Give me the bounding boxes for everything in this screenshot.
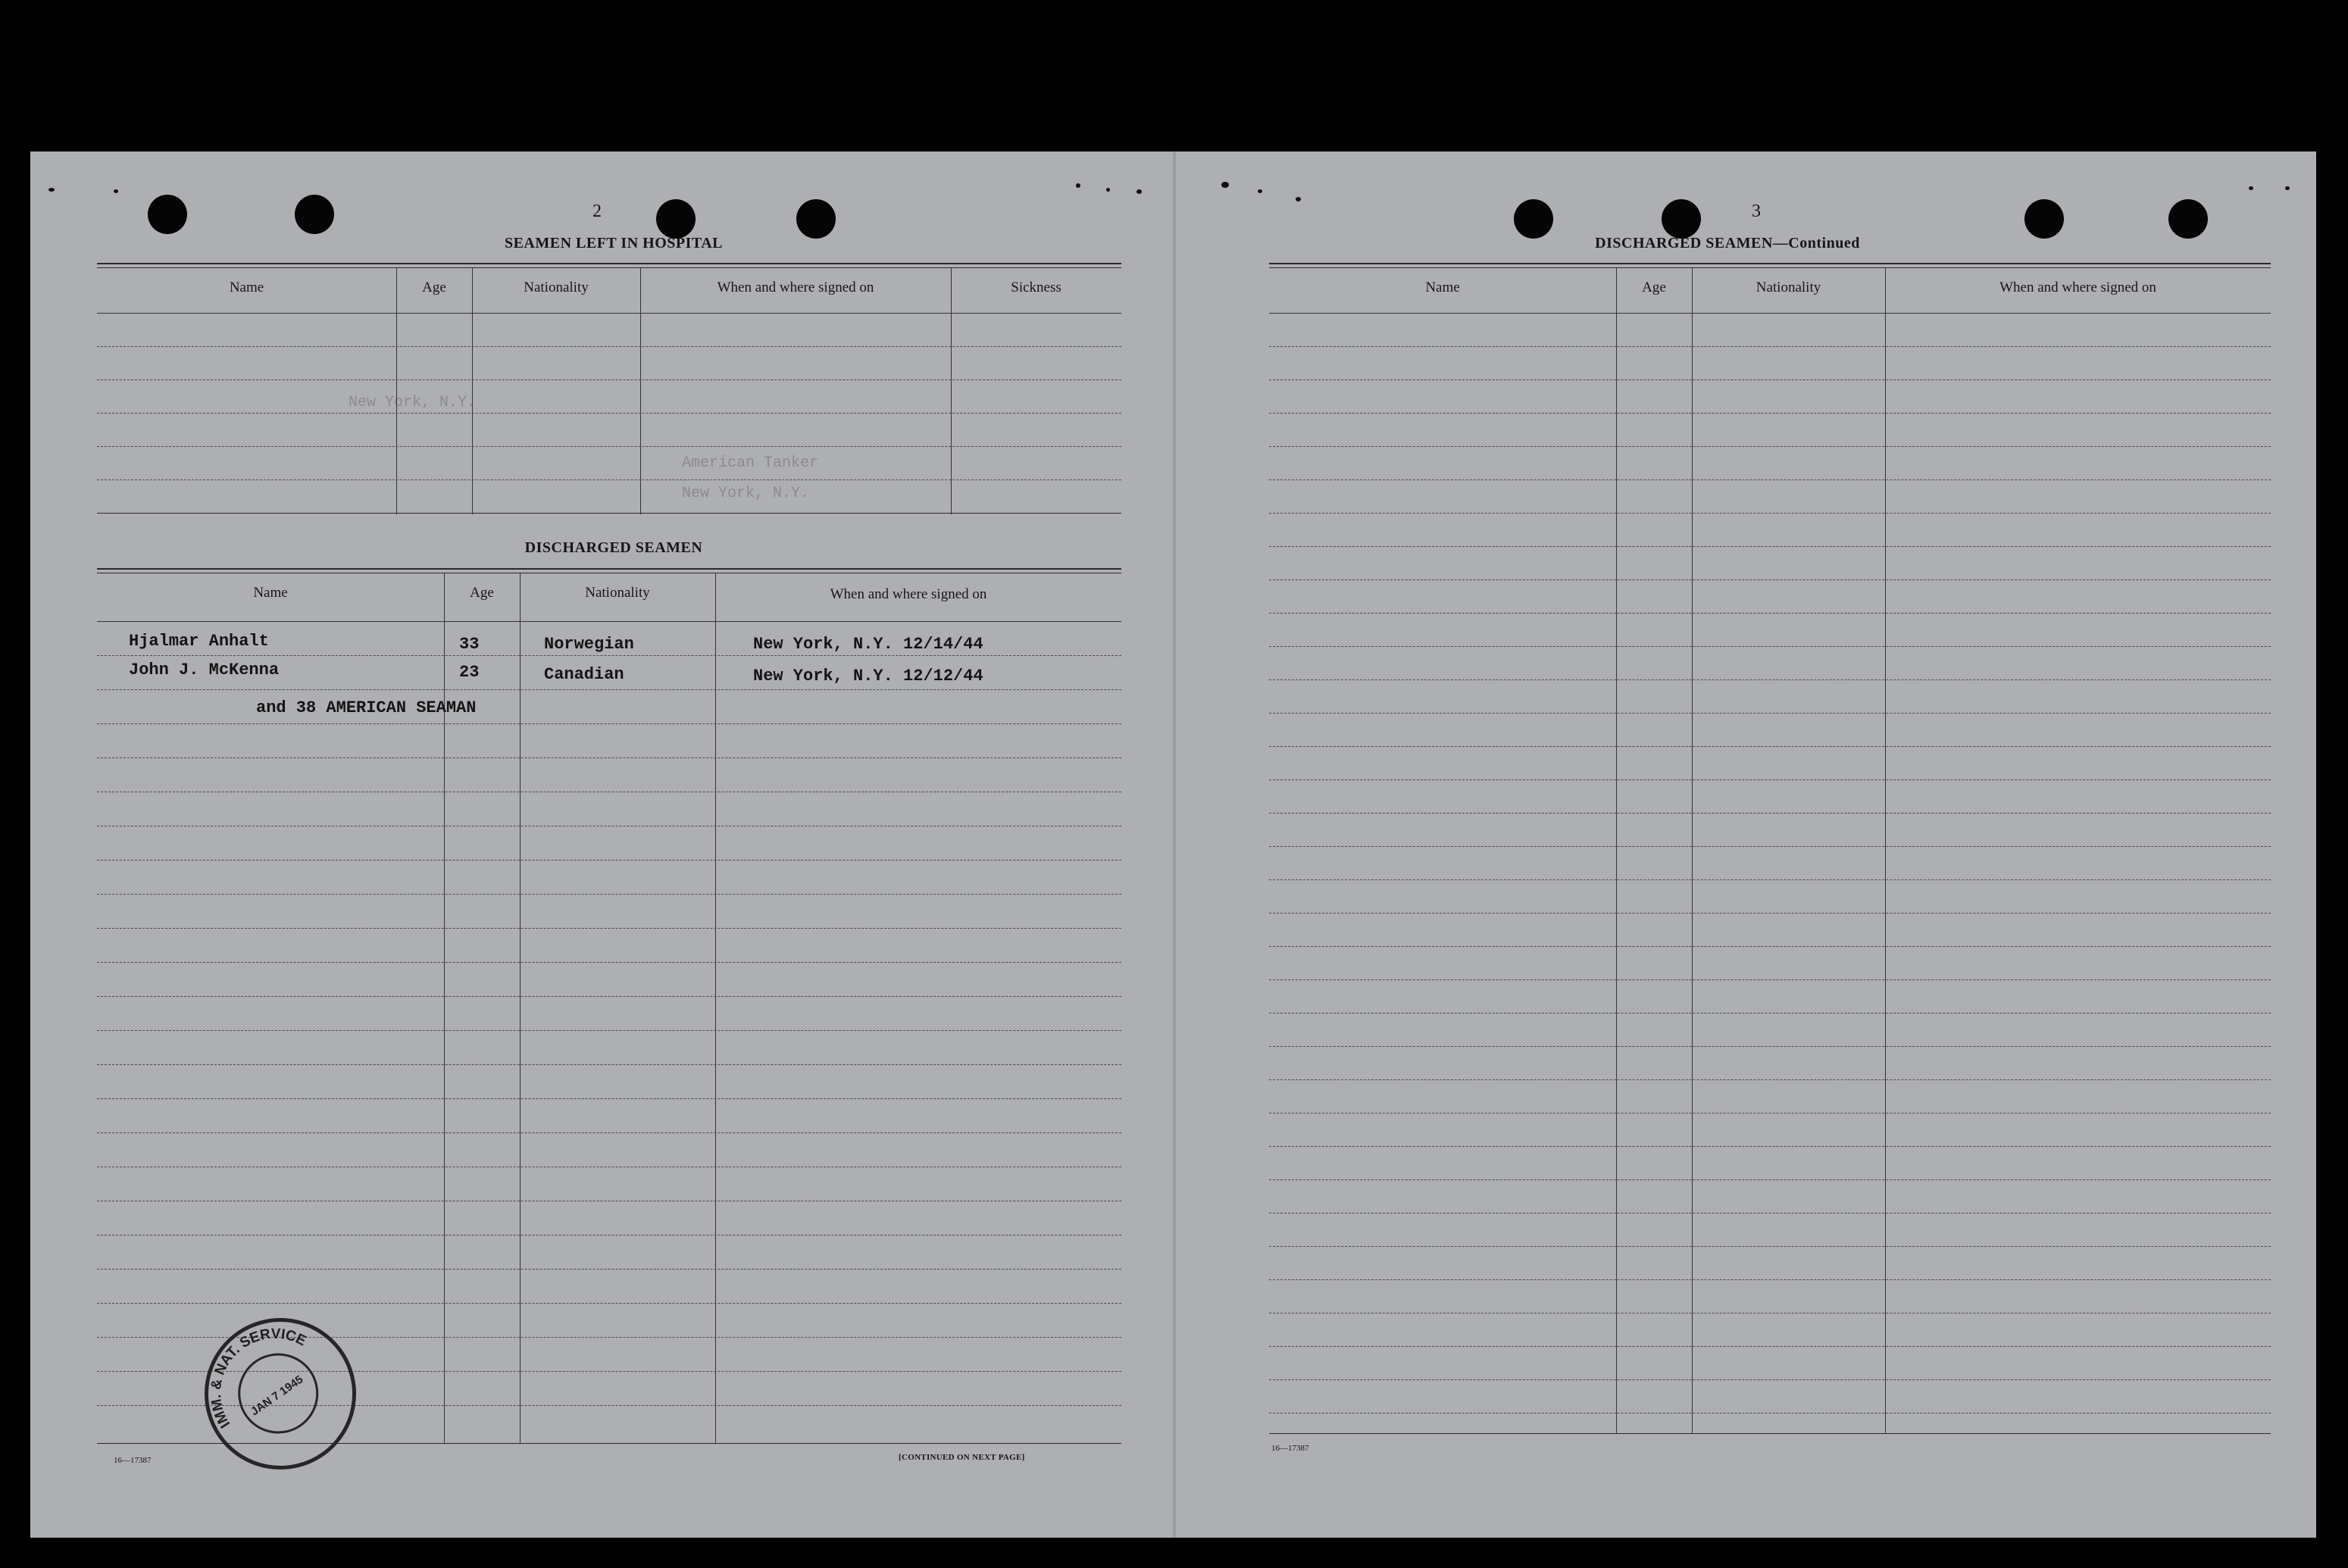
seaman-name: John J. McKenna	[129, 661, 280, 679]
punch-hole	[2024, 199, 2064, 239]
american-seamen-note: and 38 AMERICAN SEAMAN	[256, 698, 477, 717]
punch-hole	[796, 199, 836, 239]
header-nationality: Nationality	[1756, 280, 1821, 295]
header-signed-on: When and where signed on	[1999, 280, 2156, 295]
hospital-section-title: SEAMEN LEFT IN HOSPITAL	[504, 235, 724, 251]
page-number: 2	[592, 201, 602, 221]
seaman-nationality: Norwegian	[544, 635, 634, 654]
header-age: Age	[1642, 280, 1666, 295]
form-number: 16—17387	[114, 1456, 152, 1465]
discharged-table	[97, 568, 1121, 1447]
document-sheet	[30, 151, 2316, 1538]
header-signed-on: When and where signed on	[717, 280, 874, 295]
continued-note: [CONTINUED ON NEXT PAGE]	[899, 1453, 1025, 1462]
header-signed-on: When and where signed on	[830, 586, 987, 602]
header-name: Name	[229, 280, 264, 295]
discharged-section-title: DISCHARGED SEAMEN	[524, 539, 703, 556]
left-page: New York, N.Y. American Tanker New York, N.Y. 2 SEAMEN LEFT IN HOSPITAL Name Age Nationality When and where signed on Sickness DISCHARGED SEAMEN Name Age Nationality When and where signed on Hjalmar Anhalt 33 Norwegian New York, N.Y. 12/14/44 John J. McKenna 23 Canadian New York, N.Y. 12/12/44 and 38 AMERICAN SEAMAN IMM. & NAT. SERVICE JAN 7 1945 16—17387 [CONTINUED ON NEXT PAGE]	[30, 151, 1174, 1538]
svg-text:JAN 7 1945: JAN 7 1945	[248, 1373, 306, 1419]
header-sickness: Sickness	[1011, 280, 1061, 295]
discharged-continued-table	[1269, 263, 2271, 1437]
seaman-age: 33	[459, 635, 480, 654]
header-age: Age	[422, 280, 446, 295]
header-name: Name	[1425, 280, 1460, 295]
header-name: Name	[253, 585, 288, 601]
svg-text:IMM. & NAT. SERVICE: IMM. & NAT. SERVICE	[208, 1326, 309, 1431]
seaman-signed-on: New York, N.Y. 12/14/44	[753, 635, 983, 654]
header-age: Age	[470, 585, 494, 601]
hospital-table	[97, 263, 1121, 520]
punch-hole	[1514, 199, 1553, 239]
punch-hole	[1662, 199, 1701, 239]
header-nationality: Nationality	[585, 585, 650, 601]
discharged-continued-title: DISCHARGED SEAMEN—Continued	[1595, 235, 1860, 251]
punch-hole	[2168, 199, 2208, 239]
header-nationality: Nationality	[524, 280, 589, 295]
seaman-nationality: Canadian	[544, 665, 624, 684]
right-page	[1174, 151, 2316, 1538]
form-number: 16—17387	[1271, 1444, 1309, 1453]
page-number: 3	[1752, 201, 1761, 221]
seaman-age: 23	[459, 663, 480, 682]
seaman-name: Hjalmar Anhalt	[129, 632, 269, 651]
punch-hole	[148, 195, 187, 234]
seaman-signed-on: New York, N.Y. 12/12/44	[753, 667, 983, 686]
punch-hole	[656, 199, 696, 239]
punch-hole	[295, 195, 334, 234]
